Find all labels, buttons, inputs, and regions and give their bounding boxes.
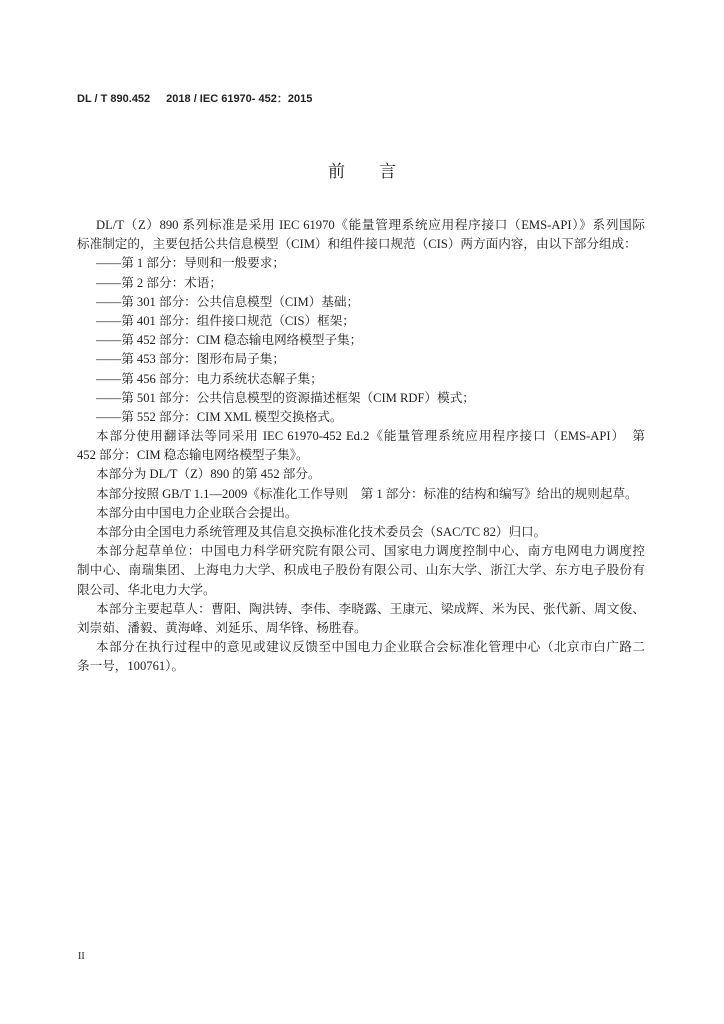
paragraph-line: ——第 453 部分：图形布局子集； bbox=[96, 352, 285, 367]
paragraph-line: 限公司、华北电力大学。 bbox=[77, 582, 216, 597]
committee-paragraph bbox=[77, 523, 645, 542]
paragraph-line: 条一号，100761）。 bbox=[77, 659, 185, 674]
paragraph-line: ——第 552 部分：CIM XML 模型交换格式。 bbox=[96, 409, 343, 424]
paragraph-line: 452 部分：CIM 稳态输电网络模型子集》。 bbox=[77, 448, 309, 463]
equivalent-standard-ref: 2018 / IEC 61970- 452：2015 bbox=[166, 93, 313, 105]
proposer-paragraph bbox=[77, 504, 645, 523]
part-number-paragraph bbox=[77, 465, 645, 484]
paragraph-line: 本部分由中国电力企业联合会提出。 bbox=[96, 505, 298, 520]
paragraph-line: 本部分由全国电力系统管理及其信息交换标准化技术委员会（SAC/TC 82）归口。 bbox=[96, 525, 547, 539]
part-list-item bbox=[77, 331, 645, 350]
paragraph-line: ——第 501 部分：公共信息模型的资源描述框架（CIM RDF）模式； bbox=[96, 390, 475, 405]
drafters-paragraph bbox=[77, 600, 645, 638]
part-list-item bbox=[77, 254, 645, 273]
paragraph-line: 本部分在执行过程中的意见或建议反馈至中国电力企业联合会标准化管理中心（北京市白广路二 bbox=[96, 640, 645, 655]
paragraph-line: ——第 401 部分：组件接口规范（CIS）框架； bbox=[96, 313, 355, 328]
part-list-item bbox=[77, 389, 645, 408]
paragraph-line: ——第 2 部分：术语； bbox=[96, 275, 222, 290]
paragraph-line: 本部分按照 GB/T 1.1—2009《标准化工作导则 第 1 部分：标准的结构和编写》给出的规则起草。 bbox=[96, 486, 638, 501]
preface-body bbox=[77, 216, 645, 677]
adoption-paragraph bbox=[77, 427, 645, 465]
running-header bbox=[77, 92, 312, 106]
intro-paragraph bbox=[77, 216, 645, 254]
paragraph-line: 本部分为 DL/T（Z）890 的第 452 部分。 bbox=[96, 467, 321, 482]
drafting-organizations-paragraph bbox=[77, 542, 645, 600]
paragraph-line: ——第 456 部分：电力系统状态解子集； bbox=[96, 371, 323, 386]
standard-code: DL / T 890.452 bbox=[77, 93, 151, 105]
paragraph-line: 刘崇茹、潘毅、黄海峰、刘延乐、周华锋、杨胜春。 bbox=[77, 620, 367, 635]
feedback-paragraph bbox=[77, 638, 645, 676]
part-list-item bbox=[77, 370, 645, 389]
part-list-item bbox=[77, 312, 645, 331]
part-list-item bbox=[77, 350, 645, 369]
part-list-item bbox=[77, 408, 645, 427]
paragraph-line: 标准制定的，主要包括公共信息模型（CIM）和组件接口规范（CIS）两方面内容，由以下部分组成： bbox=[77, 237, 637, 252]
paragraph-line: DL/T（Z）890 系列标准是采用 IEC 61970《能量管理系统应用程序接口（EMS-API）》系列国际 bbox=[96, 218, 645, 232]
paragraph-line: 制中心、南瑞集团、上海电力大学、积成电子股份有限公司、山东大学、浙江大学、东方电子股份有 bbox=[77, 563, 645, 578]
part-list-item bbox=[77, 274, 645, 293]
page-number: II bbox=[78, 951, 85, 962]
paragraph-line: 本部分主要起草人：曹阳、陶洪铸、李伟、李晓露、王康元、梁成辉、米为民、张代新、周文俊、 bbox=[96, 601, 645, 616]
section-title: 前 言 bbox=[328, 162, 396, 182]
paragraph-line: ——第 1 部分：导则和一般要求； bbox=[96, 256, 285, 271]
paragraph-line: 本部分使用翻译法等同采用 IEC 61970-452 Ed.2《能量管理系统应用程序接口（EMS-API） 第 bbox=[96, 429, 645, 444]
paragraph-line: 本部分起草单位：中国电力科学研究院有限公司、国家电力调度控制中心、南方电网电力调度控 bbox=[96, 544, 645, 559]
drafting-rules-paragraph bbox=[77, 485, 645, 504]
paragraph-line: ——第 301 部分：公共信息模型（CIM）基础； bbox=[96, 294, 360, 309]
part-list-item bbox=[77, 293, 645, 312]
paragraph-line: ——第 452 部分：CIM 稳态输电网络模型子集； bbox=[96, 333, 363, 348]
